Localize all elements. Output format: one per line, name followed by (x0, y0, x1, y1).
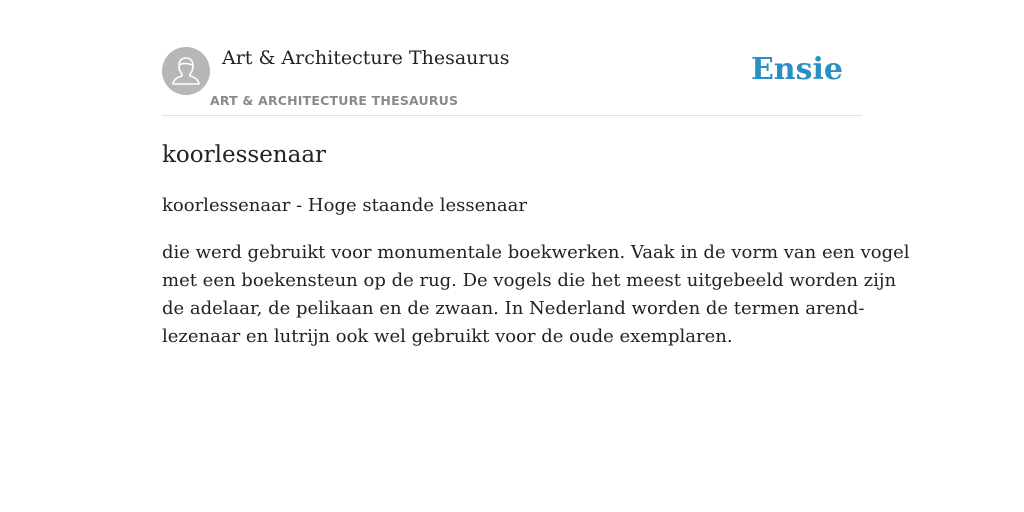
definition-body (162, 239, 910, 351)
user-icon (162, 47, 210, 95)
article-header (162, 0, 862, 116)
page-title: koorlessenaar (162, 142, 327, 168)
body-line: die werd gebruikt voor monumentale boekwerken. Vaak in de vorm van een vogel (162, 242, 910, 263)
definition-subtitle: koorlessenaar - Hoge staande lessenaar (162, 195, 527, 216)
body-line: met een boekensteun op de rug. De vogels die het meest uitgebeeld worden zijn (162, 270, 897, 291)
article-card (162, 0, 910, 512)
author-avatar[interactable] (162, 47, 210, 95)
source-label: ART & ARCHITECTURE THESAURUS (210, 93, 459, 108)
body-line: lezenaar en lutrijn ook wel gebruikt voor de oude exemplaren. (162, 326, 733, 347)
brand-logo[interactable]: Ensie (750, 52, 843, 87)
author-name[interactable]: Art & Architecture Thesaurus (222, 47, 510, 69)
body-line: de adelaar, de pelikaan en de zwaan. In Nederland worden de termen arend- (162, 298, 865, 319)
